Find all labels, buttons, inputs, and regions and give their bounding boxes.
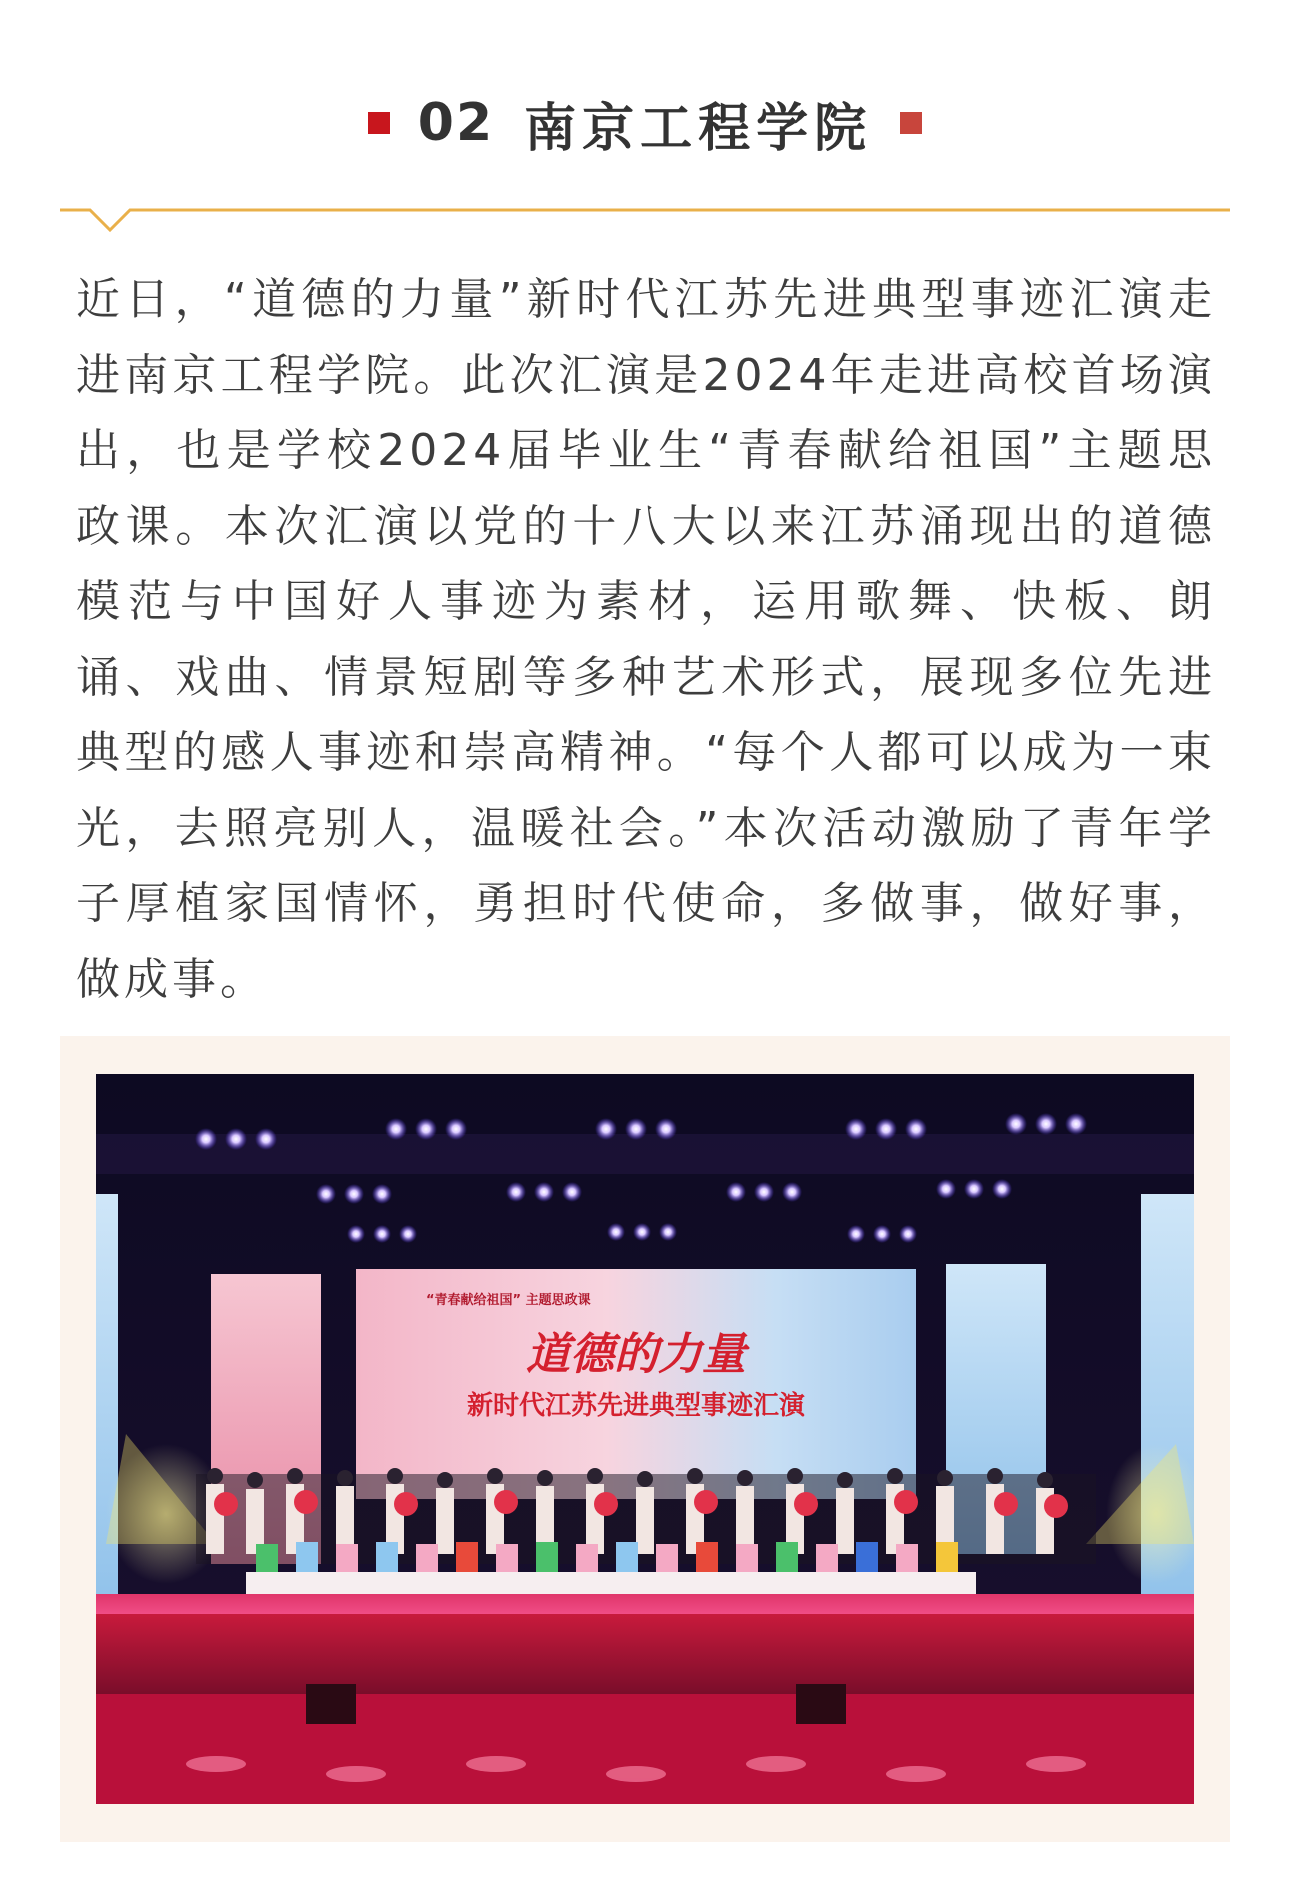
divider-line bbox=[60, 200, 1230, 240]
red-square-icon bbox=[368, 112, 390, 134]
photo-panel bbox=[60, 1036, 1230, 1842]
stage-photo bbox=[96, 1074, 1194, 1804]
red-square-icon bbox=[900, 112, 922, 134]
article-body: 近日，“道德的力量”新时代江苏先进典型事迹汇演走进南京工程学院。此次汇演是2024年走进高校首场演出，也是学校2024届毕业生“青春献给祖国”主题思政课。本次汇演以党的十八大以来江苏涌现出的道德模范与中国好人事迹为素材，运用歌舞、快板、朗诵、戏曲、情景短剧等多种艺术形式，展现多位先进典型的感人事迹和崇高精神。“每个人都可以成为一束光，去照亮别人，温暖社会。”本次活动激励了青年学子厚植家国情怀，勇担时代使命，多做事，做好事，做成事。 bbox=[76, 274, 1216, 1005]
section-header bbox=[0, 88, 1290, 158]
section-title: 南京工程学院 bbox=[524, 98, 873, 159]
screen-top-line: “青春献给祖国” 主题思政课 bbox=[426, 1293, 591, 1308]
screen-subtitle: 新时代江苏先进典型事迹汇演 bbox=[466, 1391, 806, 1421]
section-number: 02 bbox=[417, 93, 495, 153]
screen-title: 道德的力量 bbox=[526, 1329, 746, 1380]
